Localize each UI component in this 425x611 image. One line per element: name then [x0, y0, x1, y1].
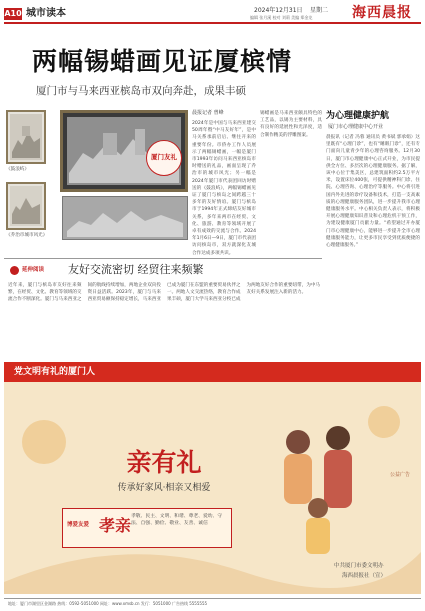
page-number-box: [4, 8, 22, 20]
header-rule: [4, 22, 421, 24]
masthead-logo: 海西晨报: [352, 5, 412, 21]
right-story-body: 晨报讯（记者 冯蓉 通讯员 黄书斌 郭承娟）这里既有“心理门诊”，也有“睡眠门诊”，还有专门面向儿童青少年的心理咨询服务。12月30日，厦门市心理健康中心正式开业，为市民提供全方位、多层次的心理健康服务。据了解，该中心位于集美区，总建筑面积约2.5万平方米，设置床位400张，可提供精神科门诊、住院、心理咨询、心理治疗等服务。中心将引进国内外先进的诊疗设备和技术，打造一支高素质的心理健康服务团队，进一步提升我市心理健康服务水平。中心相关负责人表示，将积极开展心理健康知识普及和心理危机干预工作，为建设健康厦门贡献力量。“希望通过开办厦门市心理健康中心，能够进一步提升全市心理健康服务能力，让更多市民享受到优质便捷的心理健康服务。”: [326, 135, 420, 249]
photo-caption-gulangyu: 《鼓浪屿》: [6, 167, 29, 172]
main-story-body-col2: 锡蜡画是马来西亚颇具特色的工艺品，以锡为主要材料，具有良好的延展性和光泽度，适合制作精美的浮雕图案。: [260, 111, 322, 138]
header-weekday: 星期二: [310, 7, 329, 14]
page-number: A10: [4, 9, 22, 18]
ad-sponsor-2: 海西晨报社（宣）: [342, 573, 387, 579]
tin-painting-photo-2: [62, 196, 188, 240]
ad-family-illustration: [268, 412, 378, 562]
header-editors: 编辑 张月溪 校对 刘莉 美编 郑金龙: [250, 15, 313, 20]
header-date: 2024年12月31日: [254, 7, 303, 14]
friendship-badge: [146, 140, 182, 176]
reporter-byline: 晨报记者 曾峰: [192, 110, 224, 116]
ad-banner-text: 党文明有礼的厦门人: [14, 367, 96, 377]
secondary-kicker: 延伸阅读: [22, 267, 45, 273]
right-story-subhead: 厦门市心理健康中心开业: [328, 124, 384, 130]
ad-box-left: 博爱友爱: [67, 522, 90, 528]
secondary-headline: 友好交流密切 经贸往来频繁: [68, 263, 204, 276]
footer-rule: [4, 598, 421, 599]
right-story-headline: 为心理健康护航: [326, 111, 390, 121]
photo-gulangyu: [6, 110, 46, 164]
ad-banner: [4, 362, 421, 382]
main-headline: 两幅锡蜡画见证厦槟情: [32, 47, 293, 76]
ad-values-box: [62, 508, 232, 548]
main-subhead: 厦门市与马来西亚槟岛市双向奔赴，成果丰硕: [36, 85, 246, 97]
main-story-body: 2024年是中国与马来西亚建交50周年暨“中马友好年”，是中马关系承前启后、继往开来的重要年份。市侨办工作人员展示了两幅锡蜡画，一幅是厦门市1993年访问马来西亚槟岛市时赠送的礼品，画面呈现了乔治市的城市风光；另一幅是2024年厦门市代表团回访时赠送的《鼓浪屿》，两幅锡蜡画见证了厦门与槟岛之间跨越三十多年的友好情谊。厦门与槟岛市于1994年正式缔结友好城市关系，多年来两市在经贸、文化、旅游、教育等领域开展了卓有成效的交流与合作。2024年1月6日—9日，厦门市代表团访问槟岛市，双方就深化友城合作达成多项共识。: [192, 121, 256, 256]
ad-side-label: 公益广告: [390, 472, 411, 478]
ad-slogan: 传承好家风·相亲又相爱: [117, 483, 211, 493]
ad-box-right: 孝亲: [99, 516, 132, 535]
section-title: 城市读本: [26, 8, 66, 19]
kicker-icon: [10, 266, 19, 275]
photo-caption-georgetown: 《乔治市城市风光》: [6, 233, 48, 238]
photo-georgetown: [6, 182, 46, 230]
secondary-body: 近年来，厦门与槟岛市友好往来频繁，在经贸、文化、教育等领域的交流合作不断深化。厦门与马来西亚之间的航线持续增加，两地企业双向投资日益活跃。2023年，厦门与马来西亚贸易额保持稳定增长，马来西亚已成为厦门在东盟的重要贸易伙伴之一。两地人文交流热络，教育合作成果丰硕，厦门大学马来西亚分校已成为两地友好合作的重要纽带，为中马友好关系发展注入新的活力。: [8, 283, 321, 303]
badge-text: 厦门友礼: [151, 153, 177, 161]
section-divider: [4, 258, 322, 259]
ad-title: 亲有礼: [126, 448, 202, 477]
public-service-ad: [4, 362, 421, 594]
ad-values-list: 孝敬、民主、文明、和谐、尊老、爱幼、守法、自强、勤俭、敬业、友善、诚信: [131, 514, 223, 526]
ad-sponsor-1: 中共厦门市委文明办: [334, 563, 384, 569]
footer-text: 地址：厦门市湖里区金湖路 热线：0592-5051000 网址：www.xmsb.cn 发行：5051000 广告热线 5555555: [8, 601, 208, 606]
